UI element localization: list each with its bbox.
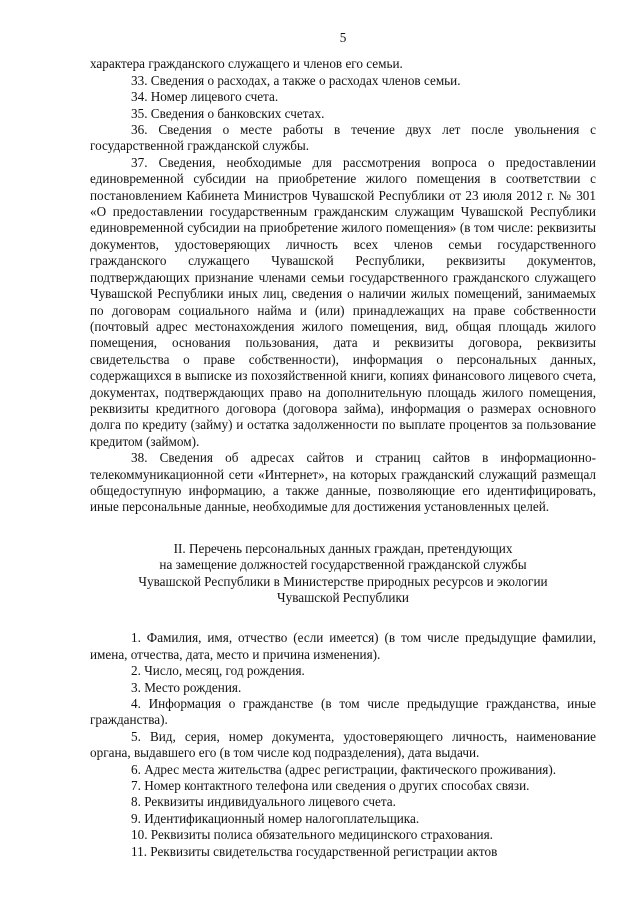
list-item: 8. Реквизиты индивидуального лицевого счета. <box>131 794 396 810</box>
document-page <box>90 30 596 860</box>
list-item: 7. Номер контактного телефона или сведения о других способах связи. <box>131 778 530 794</box>
section-two-list <box>90 630 596 860</box>
list-item: 10. Реквизиты полиса обязательного медицинского страхования. <box>131 827 493 843</box>
list-item: 33. Сведения о расходах, а также о расходах членов семьи. <box>131 72 461 88</box>
section-heading <box>90 541 596 607</box>
section-one-list <box>90 56 596 515</box>
heading-line: II. Перечень персональных данных граждан, претендующих <box>173 540 513 556</box>
list-item: 5. Вид, серия, номер документа, удостоверяющего личность, наименование органа, выдавшего его (в том числе код подразделения), дата выдачи. <box>90 728 596 761</box>
list-item: 4. Информация о гражданстве (в том числе предыдущие гражданства, иные гражданства). <box>90 696 596 728</box>
heading-line: Чувашской Республики <box>277 590 409 605</box>
list-item: 9. Идентификационный номер налогоплательщика. <box>131 810 420 826</box>
page-number: 5 <box>339 30 347 45</box>
list-item: 3. Место рождения. <box>131 679 242 695</box>
list-item: характера гражданского служащего и членов его семьи. <box>90 56 403 72</box>
list-item: 11. Реквизиты свидетельства государственной регистрации актов <box>131 843 498 859</box>
list-item: 38. Сведения об адресах сайтов и страниц сайтов в информационно-телекоммуникационной сети «Интернет», на которых гражданский служащий размещал общедоступную информацию, а также данные, позволяющие его идентифицировать, иные персональные данные, необходимые для достижения установленных целей. <box>90 450 596 515</box>
list-item: 34. Номер лицевого счета. <box>131 89 279 105</box>
list-item: 2. Число, месяц, год рождения. <box>131 663 305 679</box>
heading-line: на замещение должностей государственной гражданской службы <box>159 557 527 573</box>
list-item: 36. Сведения о месте работы в течение двух лет после увольнения с государственной гражданской службы. <box>90 122 596 154</box>
list-item: 1. Фамилия, имя, отчество (если имеется) (в том числе предыдущие фамилии, имена, отчества, дата, место и причина изменения). <box>90 630 596 662</box>
list-item: 35. Сведения о банковских счетах. <box>131 105 325 121</box>
list-item: 37. Сведения, необходимые для рассмотрения вопроса о предоставлении единовременной субсидии на приобретение жилого помещения в соответствии с постановлением Кабинета Министров Чувашской Республики от 23 июля 2012 г. № 301 «О предоставлении государственным гражданским служащим Чувашской Республики единовременной субсидии на приобретение жилого помещения» (в том числе: реквизиты документов, удостоверяющих личность всех членов семьи государственного гражданского служащего Чувашской Республики, реквизиты документов, подтверждающих признание членами семьи государственного гражданского служащего Чувашской Республики иных лиц, сведения о наличии жилых помещений, занимаемых по договорам социального найма и (или) принадлежащих на праве собственности (почтовый адрес местонахождения жилого помещения, вид, общая площадь жилого помещения, основания пользования, дата и реквизиты договора, реквизиты свидетельства о праве собственности), информация о персональных данных, содержащихся в выписке из похозяйственной книги, копиях финансового лицевого счета, документах, подтверждающих право на дополнительную площадь жилого помещения, реквизиты кредитного договора (договора займа), информация о размерах основного долга по кредиту (займу) и остатка задолженности по выплате процентов за пользование кредитом (займом). <box>90 154 596 449</box>
list-item: 6. Адрес места жительства (адрес регистрации, фактического проживания). <box>131 761 557 777</box>
heading-line: Чувашской Республики в Министерстве природных ресурсов и экологии <box>138 573 548 589</box>
